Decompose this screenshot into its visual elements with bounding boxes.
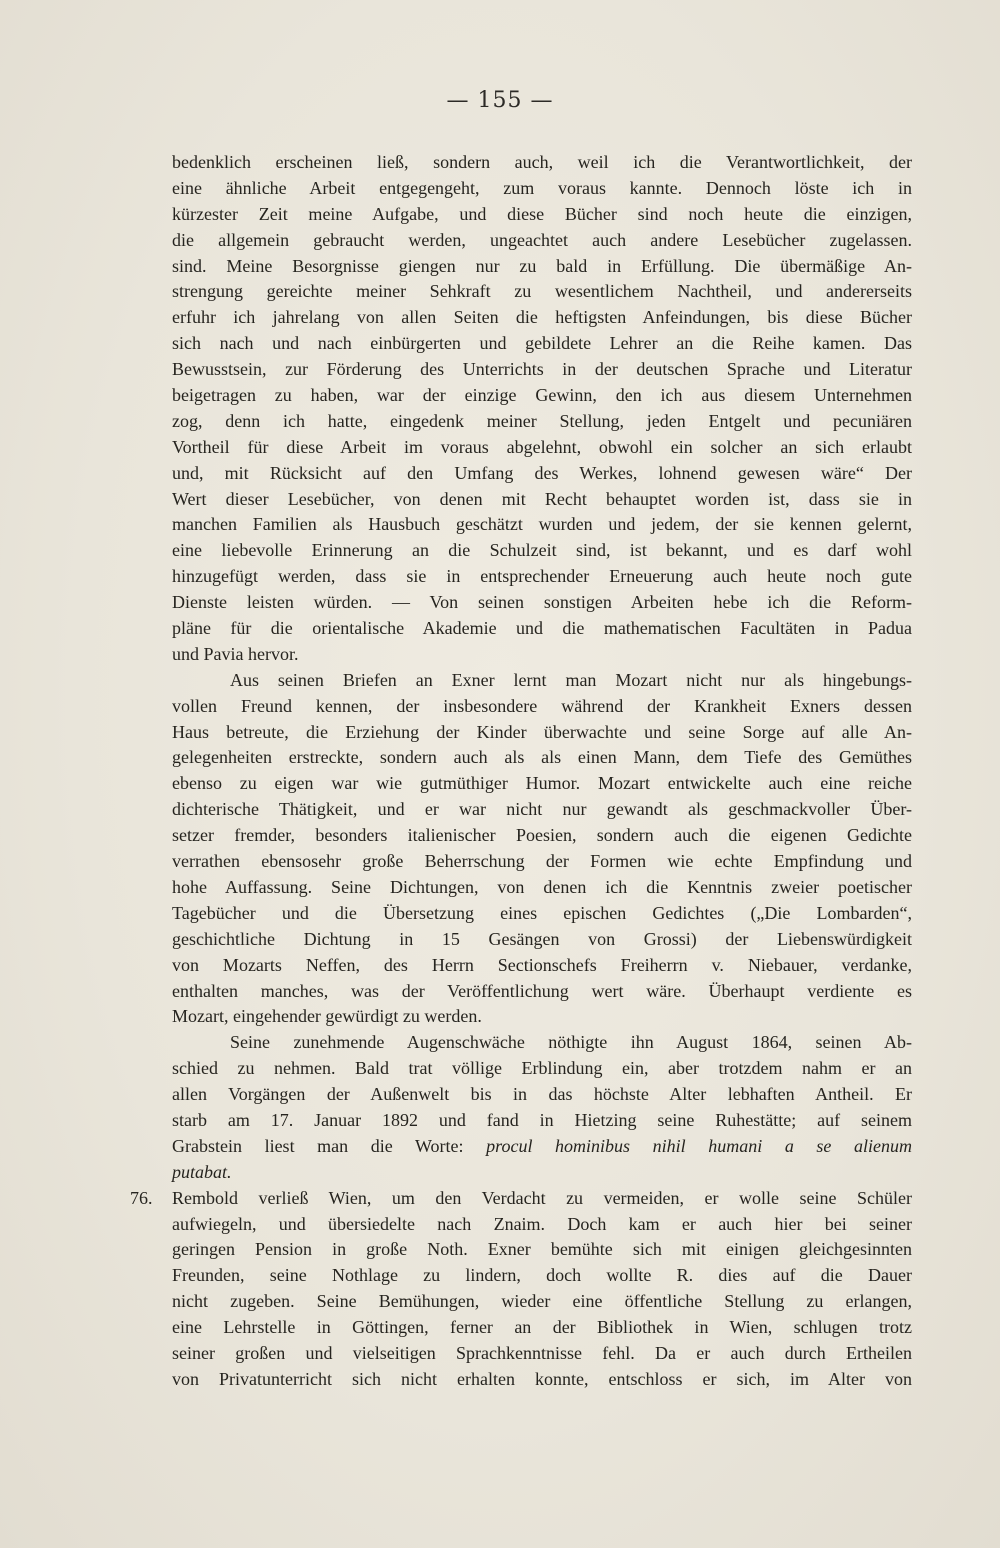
text-segment: Grabstein liest man die Worte:	[172, 1135, 464, 1156]
text-line: erfuhr ich jahrelang von allen Seiten die heftigsten Anfeindungen, bis diese Bücher	[172, 307, 912, 328]
text-line: von Mozarts Neffen, des Herrn Sectionschefs Freiherrn v. Niebauer, verdanke,	[172, 954, 912, 975]
latin-quote-end: putabat.	[172, 1161, 232, 1182]
text-line: dichterische Thätigkeit, und er war nicht nur gewandt als geschmackvoller Über-	[172, 799, 912, 820]
text-line: bedenklich erscheinen ließ, sondern auch, weil ich die Verantwortlichkeit, der	[172, 152, 912, 172]
text-line: die allgemein gebraucht werden, ungeachtet auch andere Lesebücher zugelassen.	[172, 229, 912, 250]
text-segment: Rembold verließ Wien, um den Verdacht zu vermeiden, er wolle seine Schüler	[172, 1187, 912, 1208]
text-line: und, mit Rücksicht auf den Umfang des Werkes, lohnend gewesen wäre“ Der	[172, 462, 912, 483]
text-line: zog, denn ich hatte, eingedenk meiner Stellung, jeden Entgelt und pecuniären	[172, 410, 912, 431]
text-line: ebenso zu eigen war wie gutmüthiger Humor. Mozart entwickelte auch eine reiche	[172, 773, 912, 794]
text-line: gelegenheiten erstreckte, sondern auch als als einen Mann, dem Tiefe des Gemüthes	[172, 747, 912, 768]
text-line: pläne für die orientalische Akademie und die mathematischen Facultäten in Padua	[172, 618, 912, 639]
text-line: beigetragen zu haben, war der einzige Gewinn, den ich aus diesem Unternehmen	[172, 385, 912, 406]
text-line: enthalten manches, was der Veröffentlichung wert wäre. Überhaupt verdiente es	[172, 980, 912, 1001]
paragraph-number: 76.	[130, 1187, 153, 1208]
body-text	[130, 150, 912, 1393]
text-line: starb am 17. Januar 1892 und fand in Hietzing seine Ruhestätte; auf seinem	[172, 1109, 912, 1130]
text-line: eine liebevolle Erinnerung an die Schulzeit sind, ist bekannt, und es darf wohl	[172, 540, 912, 561]
latin-quote: procul hominibus nihil humani a se alienum	[486, 1135, 912, 1156]
text-line: hinzugefügt werden, dass sie in entsprechender Erneuerung auch heute noch gute	[172, 566, 912, 587]
page-number: — 155 —	[446, 88, 554, 113]
text-line: kürzester Zeit meine Aufgabe, und diese Bücher sind noch heute die einzigen,	[172, 203, 912, 224]
text-line: Freunden, seine Nothlage zu lindern, doch wollte R. dies auf die Dauer	[172, 1265, 912, 1286]
text-line: Haus betreute, die Erziehung der Kinder überwachte und seine Sorge auf alle An-	[172, 721, 912, 742]
text-line: setzer fremder, besonders italienischer Poesien, sondern auch die eigenen Gedichte	[172, 825, 912, 846]
text-line: strengung gereichte meiner Sehkraft zu wesentlichem Nachtheil, und andererseits	[172, 281, 912, 302]
text-line: schied zu nehmen. Bald trat völlige Erblindung ein, aber trotzdem nahm er an	[172, 1058, 912, 1079]
text-line: sind. Meine Besorgnisse giengen nur zu bald in Erfüllung. Die übermäßige An-	[172, 255, 912, 276]
text-line: Aus seinen Briefen an Exner lernt man Mozart nicht nur als hingebungs-	[230, 669, 912, 690]
text-line: allen Vorgängen der Außenwelt bis in das höchste Alter lebhaften Antheil. Er	[172, 1084, 912, 1105]
text-line: verrathen ebensosehr große Beherrschung der Formen wie echte Empfindung und	[172, 851, 912, 872]
text-line: aufwiegeln, und übersiedelte nach Znaim. Doch kam er auch hier bei seiner	[172, 1213, 912, 1234]
text-line: Dienste leisten würden. — Von seinen sonstigen Arbeiten hebe ich die Reform-	[172, 592, 912, 613]
text-line: vollen Freund kennen, der insbesondere während der Krankheit Exners dessen	[172, 695, 912, 716]
text-line: hohe Auffassung. Seine Dichtungen, von denen ich die Kenntnis zweier poetischer	[172, 876, 912, 897]
text-line: und Pavia hervor.	[172, 643, 299, 664]
text-line: Seine zunehmende Augenschwäche nöthigte ihn August 1864, seinen Ab-	[230, 1032, 912, 1053]
text-line: seiner großen und vielseitigen Sprachkenntnisse fehl. Da er auch durch Ertheilen	[172, 1342, 912, 1363]
text-line: nicht zugeben. Seine Bemühungen, wieder eine öffentliche Stellung zu erlangen,	[172, 1291, 912, 1312]
text-line: geringen Pension in große Noth. Exner bemühte sich mit einigen gleichgesinnten	[172, 1239, 912, 1260]
text-line: eine ähnliche Arbeit entgegengeht, zum voraus kannte. Dennoch löste ich in	[172, 177, 912, 198]
text-line: Vortheil für diese Arbeit im voraus abgelehnt, obwohl ein solcher an sich erlaubt	[172, 436, 912, 457]
text-line: Mozart, eingehender gewürdigt zu werden.	[172, 1006, 482, 1027]
text-line: Tagebücher und die Übersetzung eines epischen Gedichtes („Die Lombarden“,	[172, 902, 912, 923]
text-line: von Privatunterricht sich nicht erhalten konnte, entschloss er sich, im Alter von	[172, 1368, 912, 1389]
text-line: geschichtliche Dichtung in 15 Gesängen von Grossi) der Liebenswürdigkeit	[172, 928, 912, 949]
text-line: eine Lehrstelle in Göttingen, ferner an der Bibliothek in Wien, schlugen trotz	[172, 1317, 912, 1338]
text-line: sich nach und nach einbürgerten und gebildete Lehrer an die Reihe kamen. Das	[172, 333, 912, 354]
text-line	[172, 1134, 912, 1160]
text-line	[130, 1186, 912, 1212]
text-line: Wert dieser Lesebücher, von denen mit Recht behauptet worden ist, dass sie in	[172, 488, 912, 509]
text-line: Bewusstsein, zur Förderung des Unterrichts in der deutschen Sprache und Literatur	[172, 359, 912, 380]
text-line: manchen Familien als Hausbuch geschätzt wurden und jedem, der sie kennen gelernt,	[172, 514, 912, 535]
